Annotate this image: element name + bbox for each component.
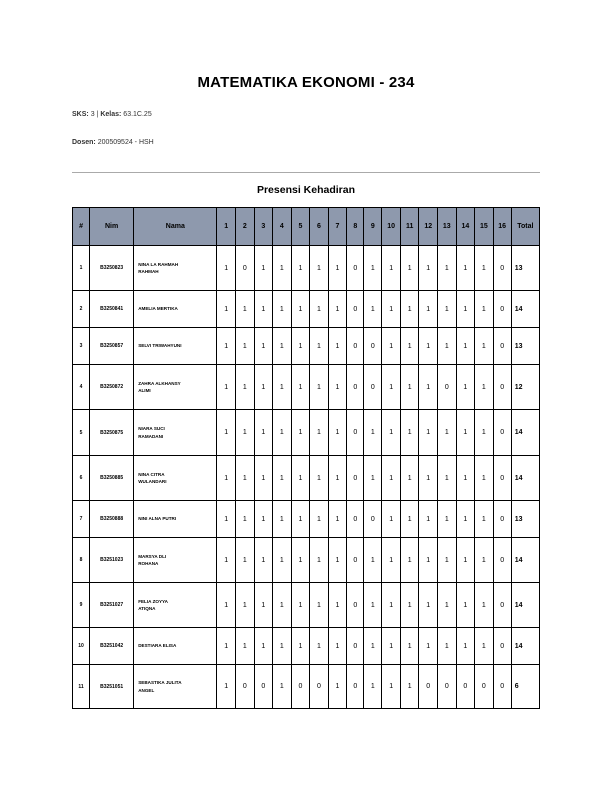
attendance-cell: 1: [382, 628, 401, 665]
attendance-cell: 1: [328, 501, 347, 538]
student-name-line: NINA CITRA: [138, 471, 165, 477]
attendance-cell: 1: [438, 538, 457, 583]
attendance-total: 14: [511, 628, 539, 665]
sks-value: 3: [90, 111, 95, 118]
column-header: 4: [273, 208, 292, 246]
attendance-cell: 1: [364, 291, 382, 328]
attendance-cell: 1: [475, 291, 494, 328]
attendance-cell: 1: [438, 628, 457, 665]
attendance-cell: 1: [419, 291, 438, 328]
attendance-cell: 1: [291, 291, 310, 328]
attendance-cell: 1: [254, 246, 273, 291]
attendance-cell: 1: [400, 501, 419, 538]
attendance-cell: 1: [217, 583, 236, 628]
student-name-line: NINA LA RAHMAH: [138, 261, 179, 267]
column-header: Nama: [134, 208, 217, 246]
column-header: 5: [291, 208, 310, 246]
attendance-cell: 1: [419, 365, 438, 410]
attendance-cell: 1: [400, 246, 419, 291]
attendance-cell: 1: [217, 538, 236, 583]
attendance-cell: 1: [419, 410, 438, 456]
attendance-total: 13: [511, 501, 539, 538]
attendance-cell: 1: [382, 583, 401, 628]
attendance-table: [72, 207, 540, 709]
attendance-cell: 1: [456, 328, 475, 365]
attendance-cell: 1: [364, 246, 382, 291]
attendance-total: 14: [511, 538, 539, 583]
column-header: 3: [254, 208, 273, 246]
row-number: 6: [73, 456, 90, 501]
student-name: [134, 365, 217, 410]
student-nim: B3251051: [90, 665, 134, 709]
table-row: [73, 246, 540, 291]
table-row: [73, 628, 540, 665]
attendance-cell: 1: [438, 456, 457, 501]
attendance-cell: 1: [254, 628, 273, 665]
attendance-cell: 0: [347, 665, 364, 709]
attendance-cell: 1: [291, 456, 310, 501]
separator: |: [96, 111, 99, 118]
attendance-cell: 0: [347, 291, 364, 328]
attendance-cell: 0: [456, 665, 475, 709]
student-name: [134, 291, 217, 328]
attendance-cell: 1: [328, 328, 347, 365]
attendance-cell: 1: [310, 246, 329, 291]
attendance-cell: 1: [475, 246, 494, 291]
attendance-cell: 1: [291, 628, 310, 665]
attendance-cell: 1: [438, 291, 457, 328]
attendance-cell: 1: [273, 246, 292, 291]
student-name-line: FELIA ZOYYA: [138, 598, 168, 604]
attendance-cell: 1: [236, 628, 255, 665]
attendance-cell: 1: [419, 456, 438, 501]
column-header: 15: [475, 208, 494, 246]
attendance-cell: 1: [236, 291, 255, 328]
student-name: [134, 246, 217, 291]
attendance-cell: 1: [273, 665, 292, 709]
attendance-cell: 1: [438, 583, 457, 628]
attendance-cell: 1: [328, 628, 347, 665]
table-row: [73, 456, 540, 501]
row-number: 2: [73, 291, 90, 328]
student-nim: B3251042: [90, 628, 134, 665]
attendance-cell: 1: [273, 328, 292, 365]
attendance-cell: 1: [291, 538, 310, 583]
attendance-cell: 1: [236, 410, 255, 456]
attendance-cell: 1: [310, 501, 329, 538]
attendance-cell: 1: [400, 365, 419, 410]
attendance-cell: 0: [364, 328, 382, 365]
attendance-cell: 1: [254, 410, 273, 456]
attendance-cell: 1: [382, 291, 401, 328]
attendance-cell: 1: [400, 410, 419, 456]
attendance-total: 14: [511, 410, 539, 456]
attendance-cell: 1: [217, 665, 236, 709]
attendance-cell: 1: [456, 291, 475, 328]
attendance-cell: 1: [475, 456, 494, 501]
section-title: Presensi Kehadiran: [256, 184, 356, 196]
attendance-cell: 1: [382, 665, 401, 709]
attendance-cell: 1: [456, 538, 475, 583]
row-number: 3: [73, 328, 90, 365]
attendance-cell: 1: [217, 291, 236, 328]
attendance-cell: 1: [382, 246, 401, 291]
attendance-cell: 1: [456, 501, 475, 538]
row-number: 5: [73, 410, 90, 456]
student-name-line: ATIQNA: [138, 606, 156, 611]
student-name-line: SEBASTIKA JULITA: [138, 680, 182, 686]
attendance-cell: 1: [475, 628, 494, 665]
attendance-cell: 1: [364, 456, 382, 501]
attendance-cell: 1: [236, 365, 255, 410]
column-header: 10: [382, 208, 401, 246]
attendance-cell: 1: [475, 365, 494, 410]
attendance-cell: 1: [438, 501, 457, 538]
student-name-line: ANGEL: [138, 687, 155, 693]
attendance-cell: 0: [493, 665, 511, 709]
attendance-cell: 0: [493, 246, 511, 291]
kelas-value: 63.1C.25: [123, 111, 152, 118]
lecturer-info-line: [72, 139, 154, 146]
attendance-cell: 1: [273, 583, 292, 628]
student-nim: B3250885: [90, 456, 134, 501]
attendance-cell: 1: [475, 328, 494, 365]
student-nim: B3250872: [90, 365, 134, 410]
attendance-cell: 1: [419, 583, 438, 628]
attendance-cell: 1: [400, 291, 419, 328]
table-header-row: [73, 208, 540, 246]
attendance-cell: 1: [291, 410, 310, 456]
column-header: 12: [419, 208, 438, 246]
attendance-cell: 0: [493, 291, 511, 328]
attendance-cell: 1: [254, 365, 273, 410]
attendance-cell: 1: [236, 456, 255, 501]
attendance-cell: 1: [364, 665, 382, 709]
student-name: [134, 583, 217, 628]
student-name: [134, 538, 217, 583]
attendance-cell: 1: [382, 410, 401, 456]
attendance-cell: 1: [310, 583, 329, 628]
attendance-cell: 0: [310, 665, 329, 709]
attendance-cell: 1: [310, 410, 329, 456]
attendance-cell: 1: [456, 410, 475, 456]
attendance-cell: 0: [364, 501, 382, 538]
student-name-line: AMELIA MERTIKA: [138, 306, 178, 312]
column-header: #: [73, 208, 90, 246]
attendance-cell: 0: [493, 583, 511, 628]
page-title: MATEMATIKA EKONOMI - 234: [197, 74, 415, 91]
column-header: 2: [236, 208, 255, 246]
attendance-cell: 1: [291, 583, 310, 628]
attendance-cell: 1: [217, 365, 236, 410]
attendance-cell: 1: [310, 456, 329, 501]
attendance-cell: 0: [347, 365, 364, 410]
course-info-line: [72, 111, 152, 118]
attendance-cell: 1: [254, 583, 273, 628]
student-name-line: ROHANA: [138, 561, 159, 566]
attendance-cell: 0: [291, 665, 310, 709]
attendance-cell: 0: [254, 665, 273, 709]
table-row: [73, 665, 540, 709]
attendance-cell: 0: [347, 501, 364, 538]
student-name: [134, 456, 217, 501]
attendance-cell: 1: [328, 365, 347, 410]
attendance-cell: 1: [419, 246, 438, 291]
attendance-cell: 1: [254, 538, 273, 583]
attendance-cell: 1: [328, 291, 347, 328]
attendance-cell: 1: [400, 328, 419, 365]
attendance-cell: 0: [347, 583, 364, 628]
attendance-cell: 1: [273, 365, 292, 410]
table-row: [73, 365, 540, 410]
attendance-cell: 0: [236, 665, 255, 709]
student-name-line: RAMADANI: [138, 433, 164, 439]
student-name-line: NIARA SUCI: [138, 426, 165, 432]
attendance-cell: 0: [475, 665, 494, 709]
student-name: [134, 501, 217, 538]
attendance-cell: 0: [438, 665, 457, 709]
column-header: Nim: [90, 208, 134, 246]
attendance-cell: 0: [347, 538, 364, 583]
attendance-cell: 0: [419, 665, 438, 709]
student-name: [134, 328, 217, 365]
table-row: [73, 583, 540, 628]
attendance-cell: 1: [273, 291, 292, 328]
column-header: 9: [364, 208, 382, 246]
attendance-cell: 1: [254, 501, 273, 538]
row-number: 8: [73, 538, 90, 583]
row-number: 11: [73, 665, 90, 709]
column-header: 7: [328, 208, 347, 246]
attendance-cell: 1: [291, 246, 310, 291]
attendance-cell: 0: [493, 501, 511, 538]
attendance-cell: 0: [493, 328, 511, 365]
attendance-cell: 1: [217, 456, 236, 501]
attendance-cell: 1: [273, 501, 292, 538]
attendance-cell: 1: [382, 328, 401, 365]
attendance-cell: 1: [328, 410, 347, 456]
attendance-cell: 1: [438, 328, 457, 365]
student-name-line: SELVI TRIWAHYUNI: [138, 343, 182, 349]
attendance-cell: 1: [456, 456, 475, 501]
student-nim: B3251023: [90, 538, 134, 583]
attendance-cell: 1: [217, 246, 236, 291]
student-name: [134, 628, 217, 665]
student-nim: B3250888: [90, 501, 134, 538]
attendance-cell: 0: [347, 410, 364, 456]
attendance-cell: 1: [382, 365, 401, 410]
attendance-cell: 0: [347, 456, 364, 501]
student-nim: B3250823: [90, 246, 134, 291]
attendance-cell: 0: [493, 410, 511, 456]
attendance-cell: 0: [347, 246, 364, 291]
attendance-cell: 1: [236, 538, 255, 583]
attendance-cell: 1: [456, 246, 475, 291]
attendance-cell: 1: [310, 365, 329, 410]
attendance-cell: 1: [236, 501, 255, 538]
attendance-total: 13: [511, 328, 539, 365]
attendance-cell: 1: [382, 538, 401, 583]
attendance-cell: 0: [236, 246, 255, 291]
attendance-total: 6: [511, 665, 539, 709]
table-row: [73, 501, 540, 538]
attendance-total: 14: [511, 291, 539, 328]
row-number: 7: [73, 501, 90, 538]
divider: [72, 172, 540, 173]
attendance-cell: 1: [364, 410, 382, 456]
attendance-cell: 1: [328, 456, 347, 501]
attendance-cell: 0: [347, 328, 364, 365]
attendance-cell: 1: [400, 583, 419, 628]
kelas-label: Kelas:: [100, 111, 122, 118]
attendance-cell: 1: [419, 328, 438, 365]
attendance-cell: 1: [475, 410, 494, 456]
attendance-cell: 1: [328, 583, 347, 628]
attendance-cell: 0: [347, 628, 364, 665]
attendance-cell: 0: [438, 365, 457, 410]
student-name: [134, 410, 217, 456]
table-row: [73, 410, 540, 456]
attendance-total: 14: [511, 456, 539, 501]
attendance-cell: 0: [493, 456, 511, 501]
attendance-cell: 1: [236, 328, 255, 365]
attendance-cell: 1: [291, 365, 310, 410]
attendance-cell: 1: [254, 291, 273, 328]
dosen-value: 200509524 - HSH: [97, 139, 154, 146]
column-header: 14: [456, 208, 475, 246]
attendance-cell: 1: [364, 583, 382, 628]
attendance-cell: 1: [400, 456, 419, 501]
attendance-cell: 1: [475, 583, 494, 628]
column-header: 1: [217, 208, 236, 246]
attendance-cell: 1: [236, 583, 255, 628]
attendance-cell: 1: [310, 291, 329, 328]
column-header: 16: [493, 208, 511, 246]
attendance-cell: 1: [254, 328, 273, 365]
column-header: 6: [310, 208, 329, 246]
attendance-cell: 1: [273, 456, 292, 501]
attendance-cell: 1: [456, 583, 475, 628]
attendance-cell: 1: [291, 328, 310, 365]
attendance-cell: 1: [419, 628, 438, 665]
attendance-cell: 1: [475, 501, 494, 538]
attendance-total: 14: [511, 583, 539, 628]
attendance-total: 12: [511, 365, 539, 410]
attendance-cell: 1: [328, 665, 347, 709]
attendance-cell: 1: [273, 410, 292, 456]
attendance-cell: 1: [364, 628, 382, 665]
attendance-cell: 1: [456, 628, 475, 665]
student-nim: B3250841: [90, 291, 134, 328]
student-name-line: RAHMAH: [138, 269, 159, 274]
student-nim: B3250875: [90, 410, 134, 456]
student-name-line: ZAHRA ALKHANSY: [138, 380, 181, 386]
student-name-line: NINI ALNA PUTRI: [138, 516, 177, 522]
attendance-cell: 1: [328, 538, 347, 583]
attendance-cell: 1: [419, 538, 438, 583]
column-header: Total: [511, 208, 539, 246]
table-row: [73, 291, 540, 328]
student-name: [134, 665, 217, 709]
column-header: 8: [347, 208, 364, 246]
attendance-cell: 1: [400, 665, 419, 709]
row-number: 1: [73, 246, 90, 291]
attendance-cell: 0: [364, 365, 382, 410]
attendance-cell: 1: [217, 328, 236, 365]
attendance-cell: 1: [217, 410, 236, 456]
sks-label: SKS:: [72, 111, 89, 118]
column-header: 13: [438, 208, 457, 246]
attendance-cell: 1: [328, 246, 347, 291]
attendance-cell: 1: [382, 456, 401, 501]
attendance-cell: 1: [400, 628, 419, 665]
student-name-line: DESTIARA ELISA: [138, 643, 177, 649]
attendance-cell: 0: [493, 365, 511, 410]
column-header: 11: [400, 208, 419, 246]
attendance-cell: 1: [364, 538, 382, 583]
row-number: 4: [73, 365, 90, 410]
attendance-cell: 1: [419, 501, 438, 538]
attendance-cell: 0: [493, 538, 511, 583]
attendance-cell: 0: [493, 628, 511, 665]
attendance-cell: 1: [291, 501, 310, 538]
attendance-cell: 1: [475, 538, 494, 583]
student-name-line: WULANDARI: [138, 479, 167, 484]
attendance-cell: 1: [382, 501, 401, 538]
dosen-label: Dosen:: [72, 139, 96, 146]
attendance-cell: 1: [438, 246, 457, 291]
attendance-cell: 1: [456, 365, 475, 410]
attendance-cell: 1: [438, 410, 457, 456]
row-number: 10: [73, 628, 90, 665]
attendance-cell: 1: [217, 628, 236, 665]
attendance-cell: 1: [254, 456, 273, 501]
student-nim: B3250857: [90, 328, 134, 365]
student-name-line: MARSYA DLI: [138, 553, 167, 559]
table-row: [73, 328, 540, 365]
attendance-total: 13: [511, 246, 539, 291]
row-number: 9: [73, 583, 90, 628]
student-name-line: ALIMI: [138, 388, 151, 393]
attendance-cell: 1: [273, 628, 292, 665]
attendance-cell: 1: [400, 538, 419, 583]
attendance-cell: 1: [310, 328, 329, 365]
attendance-cell: 1: [310, 538, 329, 583]
attendance-cell: 1: [273, 538, 292, 583]
attendance-cell: 1: [217, 501, 236, 538]
attendance-cell: 1: [310, 628, 329, 665]
table-row: [73, 538, 540, 583]
student-nim: B3251027: [90, 583, 134, 628]
